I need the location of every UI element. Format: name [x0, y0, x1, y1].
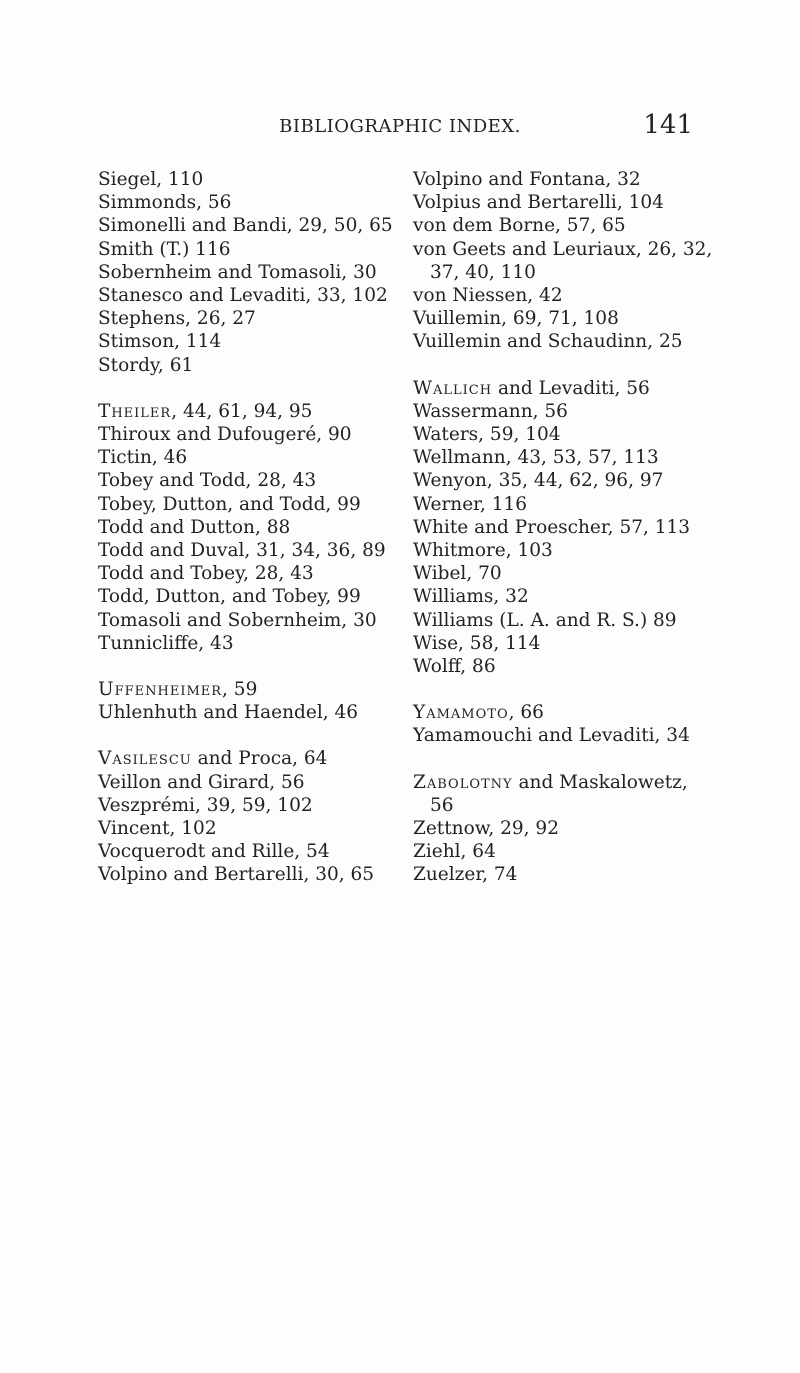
index-entry: von dem Borne, 57, 65: [413, 215, 626, 237]
index-entry: Tobey, Dutton, and Todd, 99: [98, 493, 361, 515]
lead-rest: and Proca, 64: [191, 748, 328, 770]
index-group-z: [413, 771, 753, 887]
lead-name: Yamamoto: [413, 702, 509, 724]
index-column-left: [98, 168, 398, 887]
index-entry: Volpino and Bertarelli, 30, 65: [98, 864, 375, 886]
index-group-u: [98, 678, 398, 724]
lead-name: Theiler: [98, 400, 172, 422]
page-number: 141: [643, 110, 693, 140]
index-entry-continuation: 56: [430, 794, 454, 816]
index-entry: Tobey and Todd, 28, 43: [98, 470, 317, 492]
index-group-s: [98, 168, 398, 377]
lead-rest: and Levaditi, 56: [492, 377, 650, 399]
group-spacer: [98, 377, 398, 400]
index-entry-continuation: 37, 40, 110: [430, 261, 536, 283]
index-entry: Todd and Tobey, 28, 43: [98, 563, 314, 585]
index-entry: Williams (L. A. and R. S.) 89: [413, 609, 677, 631]
index-group-v-continued: [413, 168, 753, 354]
index-entry: Stimson, 114: [98, 331, 222, 353]
lead-rest: and Maskalowetz,: [512, 771, 688, 793]
index-entry: Tictin, 46: [98, 447, 188, 469]
index-entry: Wenyon, 35, 44, 62, 96, 97: [413, 470, 664, 492]
index-entry: Wibel, 70: [413, 563, 502, 585]
lead-name: Wallich: [413, 377, 493, 399]
index-entry: Todd and Duval, 31, 34, 36, 89: [98, 540, 386, 562]
index-entry: Volpius and Bertarelli, 104: [413, 192, 664, 214]
index-entry: Tunnicliffe, 43: [98, 632, 234, 654]
index-entry-lead: [413, 701, 753, 724]
index-entry: Vocquerodt and Rille, 54: [98, 841, 330, 863]
index-entry: Siegel, 110: [98, 169, 204, 190]
group-spacer: [413, 354, 753, 377]
lead-rest: , 44, 61, 94, 95: [171, 400, 313, 422]
index-entry: Zuelzer, 74: [413, 864, 518, 886]
running-title: BIBLIOGRAPHIC INDEX.: [279, 116, 521, 137]
index-entry: Veszprémi, 39, 59, 102: [98, 794, 313, 816]
index-entry: Sobernheim and Tomasoli, 30: [98, 261, 377, 283]
index-entry: von Geets and Leuriaux, 26, 32,: [413, 238, 713, 260]
index-entry: Thiroux and Dufougeré, 90: [98, 424, 352, 446]
index-group-w: [413, 377, 753, 679]
index-entry: Uhlenhuth and Haendel, 46: [98, 702, 359, 724]
lead-name: Uffenheimer: [98, 679, 223, 701]
index-entry: Stordy, 61: [98, 354, 194, 376]
index-entry: Wolff, 86: [413, 656, 496, 678]
group-spacer: [413, 678, 753, 701]
index-entry: Vuillemin, 69, 71, 108: [413, 308, 619, 330]
index-entry: Wellmann, 43, 53, 57, 113: [413, 447, 659, 469]
index-group-y: [413, 701, 753, 747]
index-entry: Zettnow, 29, 92: [413, 818, 559, 840]
index-entry: Werner, 116: [413, 493, 528, 515]
index-entry-lead: [98, 400, 398, 423]
index-entry: Whitmore, 103: [413, 540, 553, 562]
index-entry: Veillon and Girard, 56: [98, 771, 305, 793]
index-entry: Stephens, 26, 27: [98, 308, 256, 330]
index-entry: Williams, 32: [413, 586, 529, 608]
index-entry-lead: [98, 678, 398, 701]
index-group-v: [98, 747, 398, 886]
index-entry: Vuillemin and Schaudinn, 25: [413, 331, 683, 353]
index-entry: Yamamouchi and Levaditi, 34: [413, 725, 690, 747]
group-spacer: [98, 724, 398, 747]
index-entry: Smith (T.) 116: [98, 238, 231, 260]
index-entry: Ziehl, 64: [413, 841, 496, 863]
index-column-right: [413, 168, 753, 887]
lead-name: Zabolotny: [413, 771, 513, 793]
index-entry: Vincent, 102: [98, 818, 217, 840]
group-spacer: [98, 655, 398, 678]
index-entry: Stanesco and Levaditi, 33, 102: [98, 285, 388, 307]
index-entry-lead: [413, 771, 753, 794]
lead-name: Vasilescu: [98, 748, 192, 770]
index-entry-lead: [98, 747, 398, 770]
index-group-t: [98, 400, 398, 655]
index-entry-lead: [413, 377, 753, 400]
index-entry: Simmonds, 56: [98, 192, 232, 214]
index-entry: Simonelli and Bandi, 29, 50, 65: [98, 215, 393, 237]
lead-rest: , 66: [508, 702, 544, 724]
index-entry: Volpino and Fontana, 32: [413, 169, 641, 190]
index-entry: Todd, Dutton, and Tobey, 99: [98, 586, 361, 608]
index-entry: Tomasoli and Sobernheim, 30: [98, 609, 377, 631]
group-spacer: [413, 748, 753, 771]
index-entry: Todd and Dutton, 88: [98, 516, 291, 538]
index-entry: Waters, 59, 104: [413, 424, 561, 446]
index-entry: Wise, 58, 114: [413, 632, 541, 654]
index-entry: White and Proescher, 57, 113: [413, 516, 691, 538]
lead-rest: , 59: [222, 679, 258, 701]
page-header: [0, 108, 800, 148]
index-entry: von Niessen, 42: [413, 285, 563, 307]
index-entry: Wassermann, 56: [413, 400, 568, 422]
